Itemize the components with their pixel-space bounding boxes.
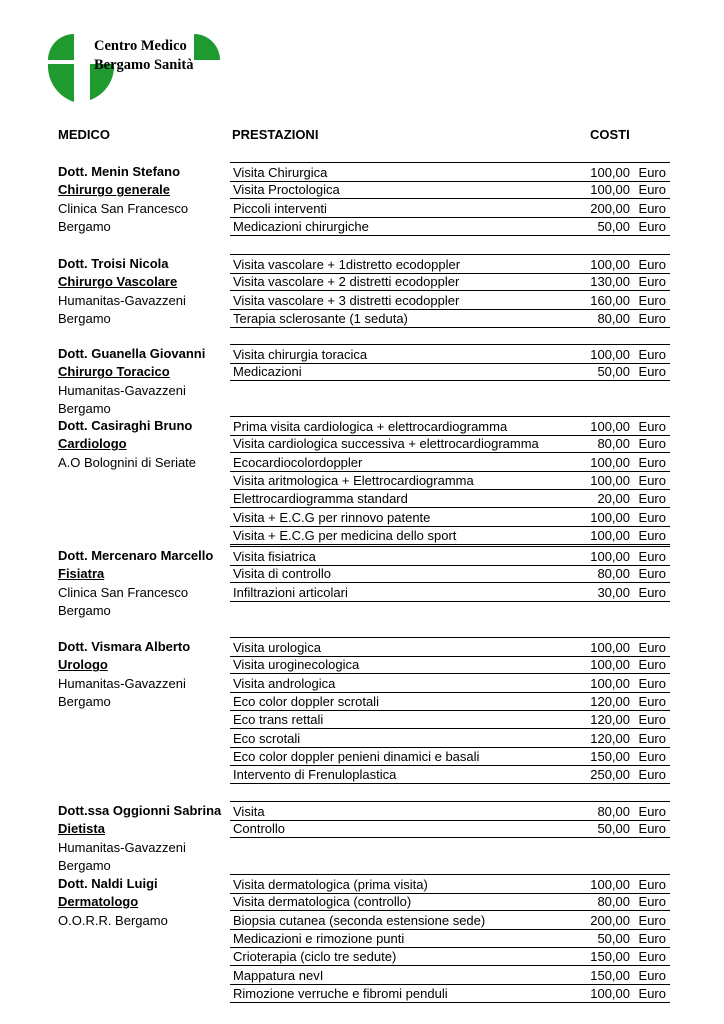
- currency-label: Euro: [638, 821, 666, 837]
- service-row: [230, 546, 670, 566]
- service-name: Piccoli interventi: [233, 200, 327, 216]
- currency-label: Euro: [638, 274, 666, 290]
- service-price: 50,00: [597, 931, 630, 947]
- service-name: Mappatura nevI: [233, 967, 324, 983]
- doctor-name: Dott. Menin Stefano: [58, 164, 181, 179]
- service-price: 120,00: [590, 694, 630, 710]
- service-price: 50,00: [597, 219, 630, 235]
- service-price: 100,00: [590, 419, 630, 434]
- service-price: 100,00: [590, 473, 630, 489]
- currency-label: Euro: [638, 528, 666, 544]
- doctor-location: Bergamo: [58, 858, 111, 874]
- currency-label: Euro: [638, 640, 666, 655]
- doctor-specialty: Chirurgo Vascolare: [58, 274, 178, 290]
- currency-label: Euro: [638, 436, 666, 452]
- currency-label: Euro: [638, 675, 666, 691]
- service-name: Visita urologica: [233, 640, 321, 655]
- service-row: [230, 362, 670, 381]
- service-price: 80,00: [597, 804, 630, 819]
- doctor-location: O.O.R.R. Bergamo: [58, 912, 168, 928]
- service-name: Visita + E.C.G per rinnovo patente: [233, 509, 431, 525]
- doctor-specialty: Fisiatra: [58, 566, 105, 582]
- service-name: Elettrocardiogramma standard: [233, 491, 408, 507]
- service-row: [230, 984, 670, 1003]
- service-name: Visita dermatologica (prima visita): [233, 877, 428, 892]
- service-price: 100,00: [590, 257, 630, 272]
- currency-label: Euro: [638, 584, 666, 600]
- service-row: [230, 874, 670, 894]
- doctor-location: Bergamo: [58, 311, 111, 327]
- service-row: [230, 526, 670, 545]
- service-name: Medicazioni e rimozione punti: [233, 931, 405, 947]
- service-name: Visita di controllo: [233, 566, 332, 582]
- service-price: 80,00: [597, 311, 630, 327]
- service-price: 100,00: [590, 182, 630, 198]
- service-row: [230, 344, 670, 364]
- service-price: 150,00: [590, 949, 630, 965]
- logo-text: [94, 37, 193, 75]
- header-prestazioni: PRESTAZIONI: [232, 127, 319, 142]
- currency-label: Euro: [638, 219, 666, 235]
- service-name: Visita vascolare + 1distretto ecodoppler: [233, 257, 461, 272]
- currency-label: Euro: [638, 165, 666, 180]
- service-name: Visita Proctologica: [233, 182, 340, 198]
- service-row: [230, 966, 670, 985]
- service-name: Medicazioni: [233, 364, 302, 380]
- service-row: [230, 655, 670, 674]
- doctor-name: Dott. Mercenaro Marcello: [58, 548, 214, 563]
- doctor-name: Dott. Casiraghi Bruno: [58, 418, 193, 433]
- service-name: Eco color doppler penieni dinamici e basali: [233, 749, 480, 765]
- doctor-location: Clinica San Francesco: [58, 200, 189, 216]
- doctor-location: Bergamo: [58, 603, 111, 619]
- doctor-location: Bergamo: [58, 694, 111, 710]
- service-name: Visita Chirurgica: [233, 165, 328, 180]
- currency-label: Euro: [638, 804, 666, 819]
- service-row: [230, 710, 670, 729]
- service-row: [230, 801, 670, 821]
- service-row: [230, 692, 670, 711]
- currency-label: Euro: [638, 730, 666, 746]
- service-name: Infiltrazioni articolari: [233, 584, 348, 600]
- currency-label: Euro: [638, 657, 666, 673]
- service-row: [230, 291, 670, 310]
- currency-label: Euro: [638, 473, 666, 489]
- service-price: 80,00: [597, 436, 630, 452]
- service-row: [230, 489, 670, 508]
- service-name: Visita: [233, 804, 265, 819]
- currency-label: Euro: [638, 549, 666, 564]
- service-row: [230, 583, 670, 602]
- doctor-specialty: Cardiologo: [58, 436, 127, 452]
- currency-label: Euro: [638, 967, 666, 983]
- currency-label: Euro: [638, 894, 666, 910]
- service-row: [230, 911, 670, 930]
- service-name: Eco color doppler scrotali: [233, 694, 379, 710]
- currency-label: Euro: [638, 509, 666, 525]
- currency-label: Euro: [638, 347, 666, 362]
- service-name: Visita fisiatrica: [233, 549, 316, 564]
- logo-cross-top-left: [48, 34, 74, 60]
- service-price: 100,00: [590, 165, 630, 180]
- service-row: [230, 272, 670, 291]
- currency-label: Euro: [638, 949, 666, 965]
- header-medico: MEDICO: [58, 127, 110, 142]
- service-row: [230, 747, 670, 766]
- currency-label: Euro: [638, 364, 666, 380]
- service-price: 100,00: [590, 454, 630, 470]
- service-name: Rimozione verruche e fibromi penduli: [233, 986, 448, 1002]
- service-price: 120,00: [590, 712, 630, 728]
- currency-label: Euro: [638, 257, 666, 272]
- service-name: Visita dermatologica (controllo): [233, 894, 412, 910]
- service-row: [230, 453, 670, 472]
- currency-label: Euro: [638, 311, 666, 327]
- doctor-location: Humanitas-Gavazzeni: [58, 839, 186, 855]
- service-name: Terapia sclerosante (1 seduta): [233, 311, 408, 327]
- service-price: 150,00: [590, 749, 630, 765]
- service-price: 50,00: [597, 364, 630, 380]
- logo-line-1: Centro Medico: [94, 38, 187, 54]
- doctor-location: A.O Bolognini di Seriate: [58, 454, 197, 470]
- service-price: 200,00: [590, 200, 630, 216]
- service-row: [230, 309, 670, 328]
- service-name: Medicazioni chirurgiche: [233, 219, 369, 235]
- service-price: 130,00: [590, 274, 630, 290]
- service-name: Ecocardiocolordoppler: [233, 454, 363, 470]
- service-row: [230, 564, 670, 583]
- logo-line-2: Bergamo Sanità: [94, 57, 194, 73]
- service-price: 100,00: [590, 657, 630, 673]
- service-name: Visita chirurgia toracica: [233, 347, 368, 362]
- currency-label: Euro: [638, 200, 666, 216]
- service-name: Visita aritmologica + Elettrocardiogramma: [233, 473, 474, 489]
- service-row: [230, 180, 670, 199]
- service-row: [230, 729, 670, 748]
- service-row: [230, 199, 670, 218]
- service-price: 30,00: [597, 584, 630, 600]
- service-price: 80,00: [597, 894, 630, 910]
- logo-cross-bottom-left: [48, 64, 74, 102]
- service-name: Visita vascolare + 3 distretti ecodoppler: [233, 292, 460, 308]
- service-price: 100,00: [590, 528, 630, 544]
- doctor-specialty: Urologo: [58, 657, 108, 673]
- doctor-location: Bergamo: [58, 219, 111, 235]
- service-price: 100,00: [590, 986, 630, 1002]
- service-name: Visita andrologica: [233, 675, 336, 691]
- service-price: 100,00: [590, 877, 630, 892]
- service-row: [230, 765, 670, 784]
- header-costi: COSTI: [590, 127, 630, 142]
- service-row: [230, 254, 670, 274]
- service-name: Controllo: [233, 821, 286, 837]
- currency-label: Euro: [638, 419, 666, 434]
- service-row: [230, 819, 670, 838]
- doctor-location: Humanitas-Gavazzeni: [58, 292, 186, 308]
- service-price: 50,00: [597, 821, 630, 837]
- service-name: Eco trans rettali: [233, 712, 324, 728]
- service-row: [230, 508, 670, 527]
- service-name: Crioterapia (ciclo tre sedute): [233, 949, 397, 965]
- service-row: [230, 471, 670, 490]
- service-row: [230, 947, 670, 966]
- doctor-location: Humanitas-Gavazzeni: [58, 675, 186, 691]
- service-name: Visita uroginecologica: [233, 657, 360, 673]
- doctor-specialty: Chirurgo generale: [58, 182, 170, 198]
- service-price: 100,00: [590, 509, 630, 525]
- doctor-location: Humanitas-Gavazzeni: [58, 382, 186, 398]
- currency-label: Euro: [638, 292, 666, 308]
- service-row: [230, 416, 670, 436]
- currency-label: Euro: [638, 491, 666, 507]
- currency-label: Euro: [638, 182, 666, 198]
- service-row: [230, 217, 670, 236]
- doctor-location: Clinica San Francesco: [58, 584, 189, 600]
- currency-label: Euro: [638, 931, 666, 947]
- service-name: Biopsia cutanea (seconda estensione sede): [233, 912, 486, 928]
- doctor-name: Dott. Naldi Luigi: [58, 876, 158, 891]
- currency-label: Euro: [638, 749, 666, 765]
- currency-label: Euro: [638, 712, 666, 728]
- service-price: 150,00: [590, 967, 630, 983]
- currency-label: Euro: [638, 877, 666, 892]
- service-price: 250,00: [590, 767, 630, 783]
- service-price: 200,00: [590, 912, 630, 928]
- doctor-location: Bergamo: [58, 401, 111, 417]
- doctor-specialty: Dermatologo: [58, 894, 139, 910]
- service-price: 100,00: [590, 549, 630, 564]
- service-row: [230, 162, 670, 182]
- service-price: 100,00: [590, 347, 630, 362]
- currency-label: Euro: [638, 694, 666, 710]
- service-name: Visita + E.C.G per medicina dello sport: [233, 528, 457, 544]
- currency-label: Euro: [638, 767, 666, 783]
- service-price: 80,00: [597, 566, 630, 582]
- doctor-name: Dott. Guanella Giovanni: [58, 346, 206, 361]
- service-price: 160,00: [590, 292, 630, 308]
- service-name: Eco scrotali: [233, 730, 301, 746]
- doctor-specialty: Chirurgo Toracico: [58, 364, 170, 380]
- service-name: Visita cardiologica successiva + elettrocardiogramma: [233, 436, 539, 452]
- service-name: Prima visita cardiologica + elettrocardiogramma: [233, 419, 508, 434]
- service-row: [230, 674, 670, 693]
- currency-label: Euro: [638, 912, 666, 928]
- service-name: Visita vascolare + 2 distretti ecodoppler: [233, 274, 460, 290]
- service-price: 100,00: [590, 640, 630, 655]
- currency-label: Euro: [638, 986, 666, 1002]
- doctor-name: Dott. Vismara Alberto: [58, 639, 191, 654]
- service-row: [230, 434, 670, 453]
- logo-cross-top-right: [194, 34, 220, 60]
- doctor-name: Dott. Troisi Nicola: [58, 256, 169, 271]
- currency-label: Euro: [638, 566, 666, 582]
- doctor-specialty: Dietista: [58, 821, 105, 837]
- service-row: [230, 892, 670, 911]
- doctor-name: Dott.ssa Oggionni Sabrina: [58, 803, 222, 818]
- service-price: 100,00: [590, 675, 630, 691]
- currency-label: Euro: [638, 454, 666, 470]
- service-name: Intervento di Frenuloplastica: [233, 767, 397, 783]
- service-price: 20,00: [597, 491, 630, 507]
- service-price: 120,00: [590, 730, 630, 746]
- service-row: [230, 929, 670, 948]
- service-row: [230, 637, 670, 657]
